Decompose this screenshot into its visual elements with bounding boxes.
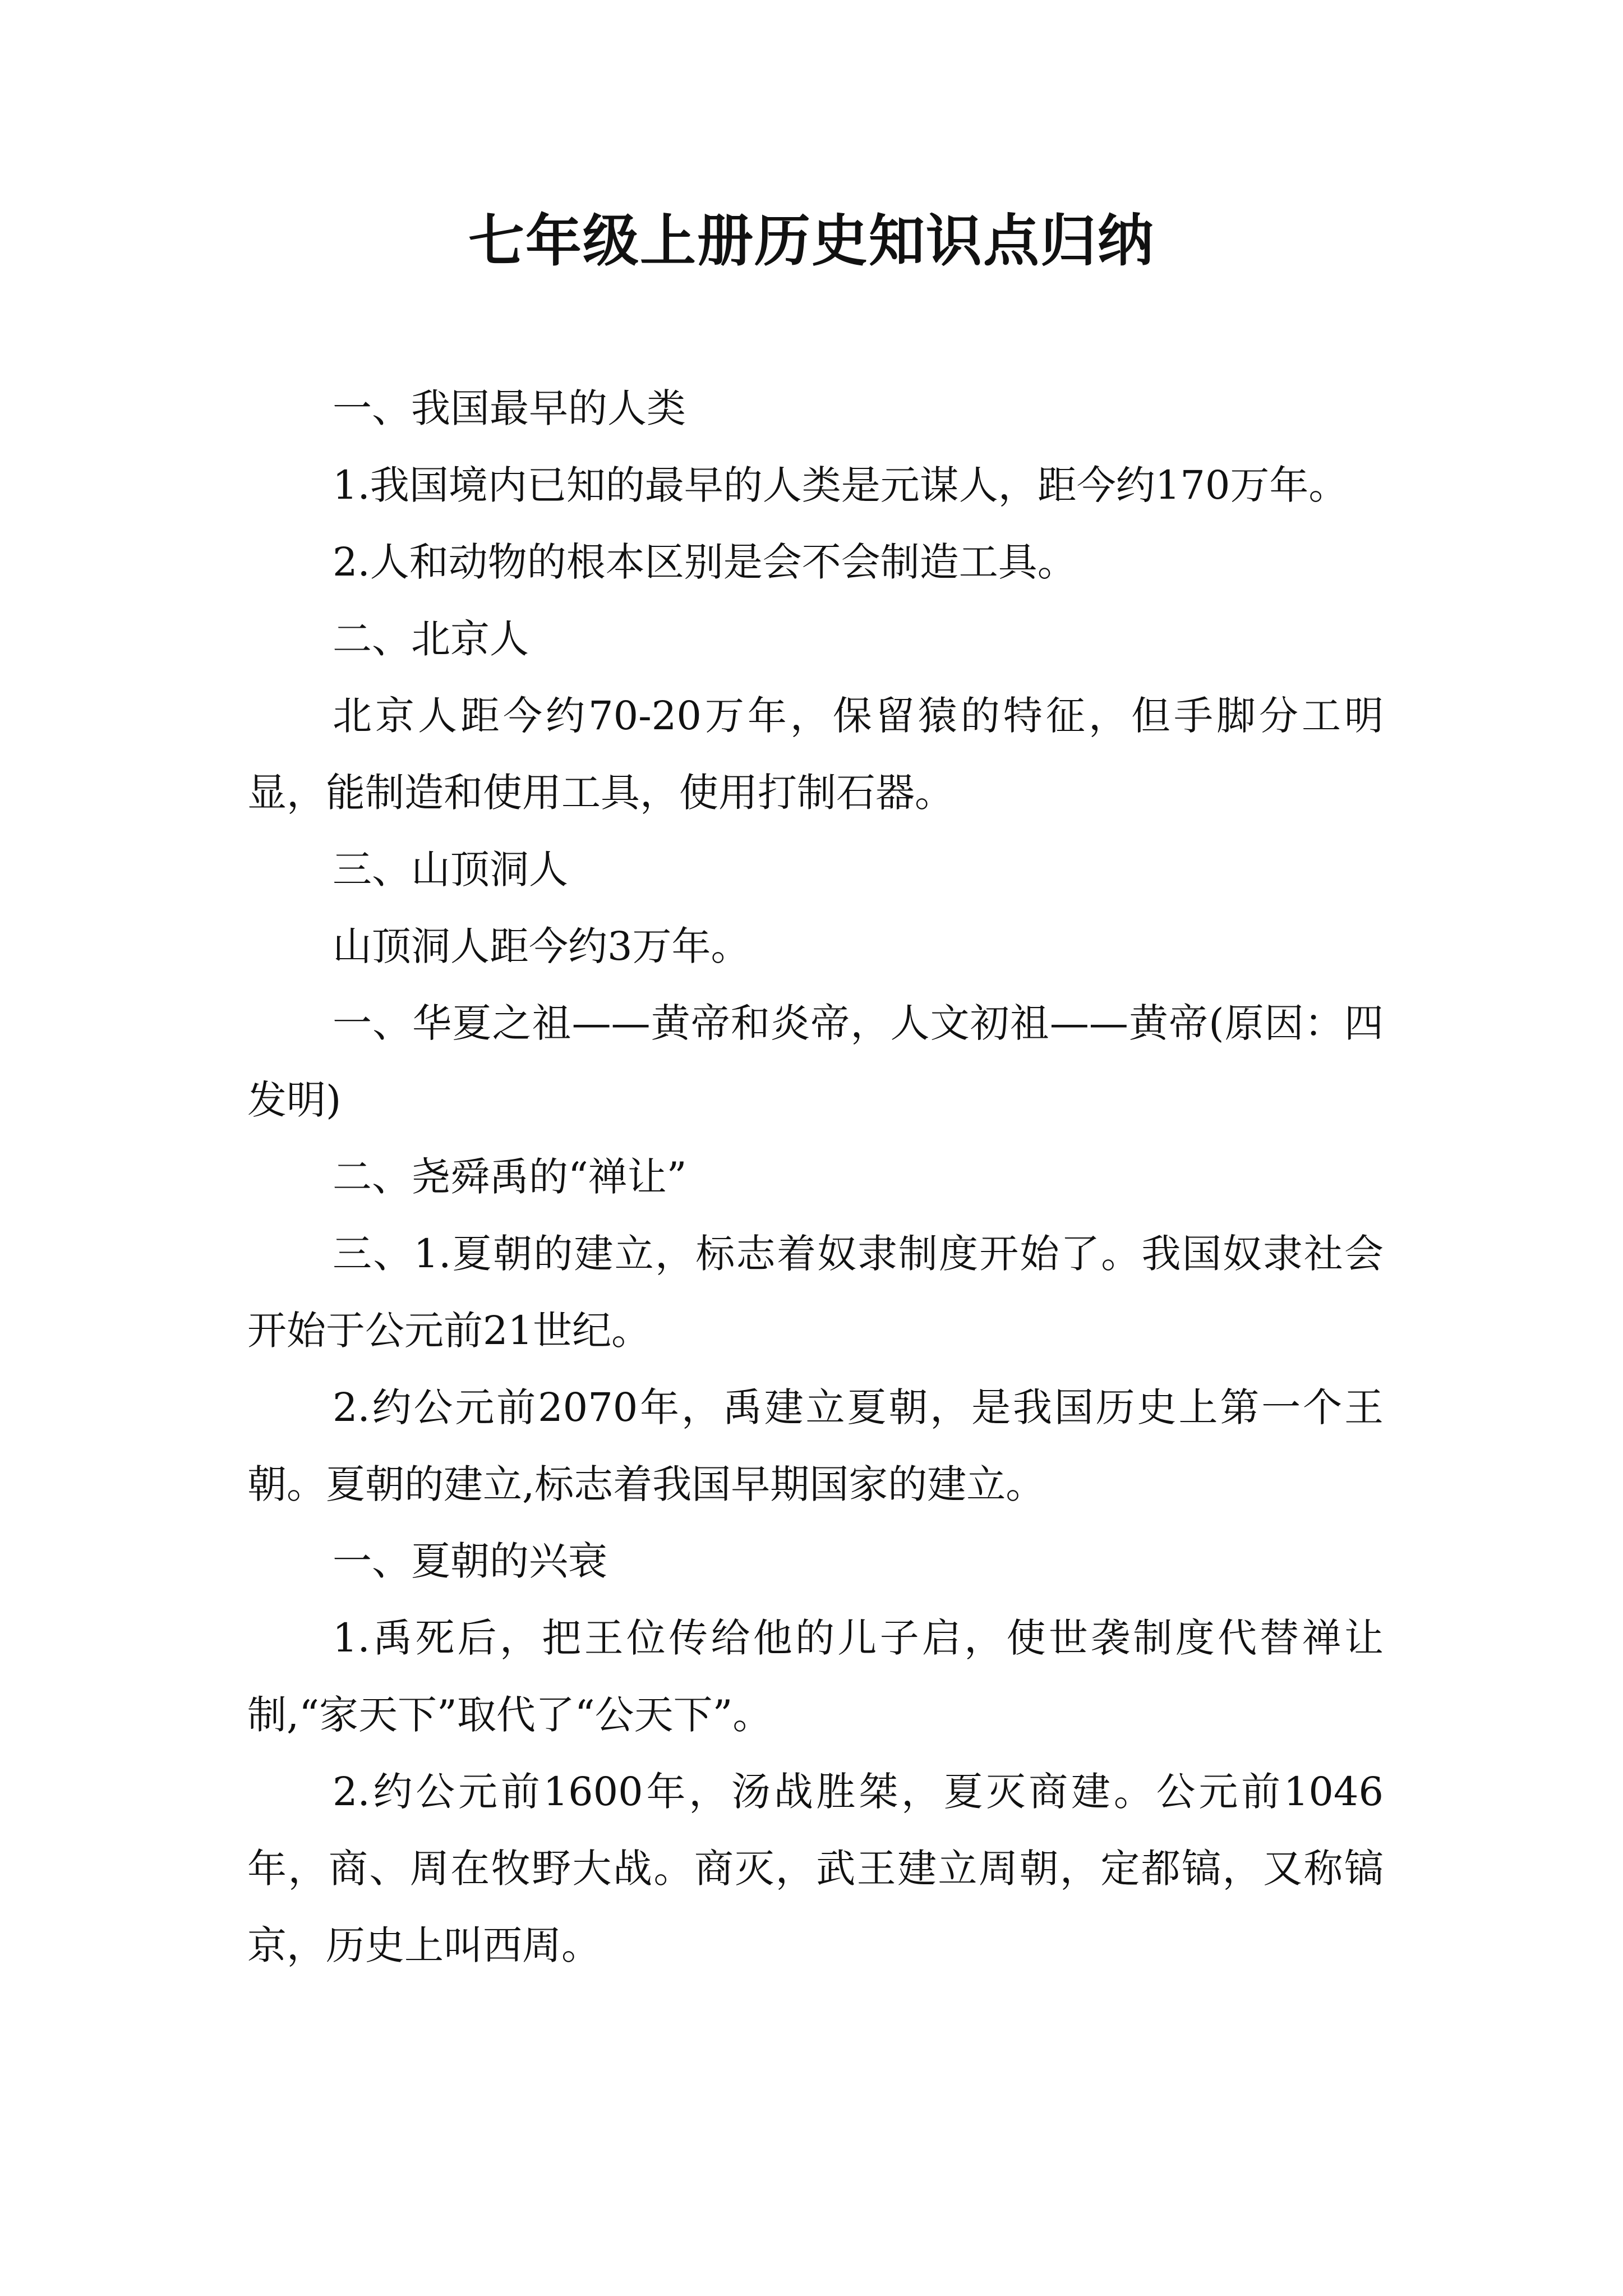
- paragraph-abdication: 二、尧舜禹的“禅让”: [333, 1154, 687, 1200]
- paragraph-huangdi-yandi: 一、华夏之祖——黄帝和炎帝，人文初祖——黄帝(原因：四发明): [247, 1000, 1384, 1123]
- document-title: 七年级上册历史知识点归纳: [468, 208, 1155, 274]
- document-body: [247, 370, 1384, 1984]
- section-heading-xia-rise-fall: 一、夏朝的兴衰: [333, 1538, 607, 1584]
- paragraph-xia-founding: 2.约公元前2070年，禹建立夏朝，是我国历史上第一个王朝。夏朝的建立,标志着我国早期国家的建立。: [247, 1384, 1384, 1507]
- paragraph-yuanmou-man: 1.我国境内已知的最早的人类是元谋人，距今约170万年。: [333, 462, 1348, 508]
- section-heading-peking-man: 二、北京人: [333, 616, 529, 662]
- paragraph-human-animal-difference: 2.人和动物的根本区别是会不会制造工具。: [333, 539, 1077, 585]
- paragraph-shang-zhou: 2.约公元前1600年，汤战胜桀，夏灭商建。公元前1046年，商、周在牧野大战。商灭，武王建立周朝，定都镐，又称镐京，历史上叫西周。: [247, 1769, 1384, 1968]
- paragraph-xia-slavery: 三、1.夏朝的建立，标志着奴隶制度开始了。我国奴隶社会开始于公元前21世纪。: [247, 1231, 1384, 1354]
- paragraph-hereditary-system: 1.禹死后，把王位传给他的儿子启，使世袭制度代替禅让制,“家天下”取代了“公天下”。: [247, 1615, 1384, 1738]
- paragraph-peking-man: 北京人距今约70-20万年，保留猿的特征，但手脚分工明显，能制造和使用工具，使用打制石器。: [247, 693, 1384, 816]
- paragraph-upper-cave-man: 山顶洞人距今约3万年。: [333, 923, 750, 969]
- section-heading-earliest-humans: 一、我国最早的人类: [333, 385, 686, 431]
- section-heading-upper-cave-man: 三、山顶洞人: [333, 846, 568, 892]
